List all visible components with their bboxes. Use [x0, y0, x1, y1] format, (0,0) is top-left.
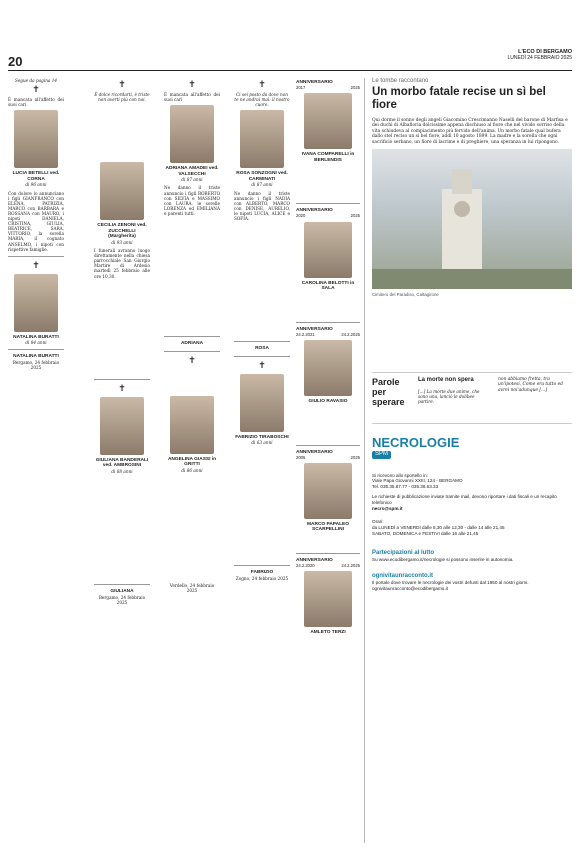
- year-from: 24.2.2020: [296, 563, 315, 568]
- deceased-age: di 87 anni: [181, 177, 203, 183]
- photo-caption: Cimitero del Paradiso, Caltagirone: [372, 292, 439, 298]
- portrait-photo: [304, 222, 352, 278]
- cross-icon: ✝: [32, 85, 40, 96]
- condolences-text: Su www.ecodibergamo.it/necrologie si possono inserire in autonomia.: [372, 556, 514, 562]
- hope-words-box: [372, 372, 572, 424]
- spm-logo: SPM: [372, 451, 391, 459]
- anniversary-column: [296, 78, 360, 636]
- year-from: 24.2.2021: [296, 331, 315, 337]
- divider: [164, 351, 220, 352]
- portrait-photo: [14, 274, 58, 332]
- notice-footer: Bergamo, 24 febbraio 2025: [12, 359, 60, 371]
- anniversary-heading: ANNIVERSARIO: [296, 208, 333, 214]
- anniversary-heading: ANNIVERSARIO: [296, 80, 333, 85]
- year-from: 2020: [296, 213, 306, 219]
- notice-footer: Verdello, 24 febbraio 2025: [169, 582, 215, 593]
- weekend-hours: SABATO, DOMENICA e FESTIVI dalle 16 alle 21,45: [372, 530, 479, 536]
- deceased-name: FABRIZIO TIRABOSCHI: [235, 434, 289, 440]
- notice-body: Con dolore lo annunciano i figli GIANFRANCO con ELENA, PATRIZIA, MARCO con BARBARA e ROSSANA con MAURO, i nipoti DANIELA, CRISTINA, GIULIA, BEATRICE, SARA, VITTORIO, la sorella MARIA, il cognato ANSELMO, i nipoti con rispettive famiglie.: [8, 190, 64, 252]
- office-intro: Si ricevono allo sportello in:: [372, 472, 428, 478]
- weekday-hours: da LUNEDÌ a VENERDÌ dalle 8,30 alle 12,30 - dalle 14 alle 21,45: [372, 525, 505, 531]
- portrait-photo: [304, 93, 352, 149]
- divider: [8, 256, 64, 257]
- cross-icon: ✝: [118, 80, 126, 90]
- box-title: Parole per sperare: [372, 377, 405, 407]
- notice-text: È mancata all'affetto dei suoi cari: [164, 92, 220, 103]
- deceased-age: di 88 anni: [111, 468, 133, 474]
- deceased-age: di 93 anni: [111, 239, 133, 245]
- cross-icon: ✝: [188, 355, 196, 366]
- obituary-column-1: [8, 78, 64, 370]
- divider: [94, 584, 150, 585]
- divider: [94, 379, 150, 380]
- cross-icon: ✝: [32, 260, 40, 271]
- portrait-photo: [14, 110, 58, 168]
- cross-icon: ✝: [188, 80, 196, 90]
- deceased-name: CAROLINA BELOTTI in SALA: [301, 280, 355, 292]
- anniversary-heading: ANNIVERSARIO: [296, 326, 333, 332]
- portal-email-link[interactable]: ognivitaunracconto@ecodibergamo.it: [372, 585, 448, 591]
- header-rule: [8, 70, 572, 71]
- divider: [296, 203, 360, 204]
- box-verse: non abbiamo fretta, tra un'ipotesi, Come era tutto ed avrei noi'adunque [...]: [498, 377, 563, 393]
- deceased-name: ADRIANA AMADEI ved. VALSECCHI: [165, 166, 219, 177]
- notice-body: Ne danno il triste annuncio i figli ROBERTO con SILVIA e MASSIMO con LAURA, le sorelle LORENZA ed EMILIANA e parenti tutti.: [164, 185, 220, 216]
- deceased-name: IVANA COMPARELLI in BERLENDIS: [301, 152, 355, 163]
- year-to: 2025: [350, 213, 360, 219]
- issue-date: LUNEDÌ 24 FEBBRAIO 2025: [507, 55, 572, 61]
- office-address: Viale Papa Giovanni XXIII, 124 - BERGAMO: [372, 478, 463, 484]
- office-phone: Tel. 035.35.87.77 - 035.38.63.33: [372, 484, 439, 490]
- necro-email-link[interactable]: necro@spm.it: [372, 505, 403, 511]
- divider: [296, 445, 360, 446]
- condolences-title: Partecipazioni al lutto: [372, 549, 435, 556]
- deceased-name: ROSA SONZOGNI ved. CARMINATI: [236, 171, 288, 182]
- feature-article: [372, 78, 572, 297]
- portrait-photo: [304, 571, 352, 627]
- portal-link[interactable]: ognivitaunracconto.it: [372, 573, 434, 580]
- page-number: 20: [8, 54, 23, 69]
- notice-text: È mancata all'affetto dei suoi cari: [8, 97, 64, 108]
- divider: [234, 356, 290, 357]
- cross-icon: ✝: [258, 80, 266, 90]
- notice-footer: Zogno, 24 febbraio 2025: [235, 576, 289, 581]
- deceased-name: ADRIANA: [180, 341, 204, 347]
- deceased-name: MARCO PAPALEO SCARPELLINI: [307, 521, 349, 533]
- obituary-column-4: [234, 78, 290, 581]
- deceased-name: FABRIZIO: [250, 570, 274, 576]
- deceased-name: NATALINA BURATTI: [13, 354, 59, 360]
- article-kicker: Le tombe raccontano: [372, 78, 429, 84]
- deceased-name: GIULIO RAVASIO: [308, 398, 348, 404]
- divider: [234, 341, 290, 342]
- hours-label: Orari:: [372, 519, 384, 525]
- obituary-column-2: [94, 78, 150, 605]
- cross-icon: ✝: [118, 383, 126, 394]
- year-from: 2005: [296, 454, 306, 460]
- portrait-photo: [170, 105, 214, 163]
- monument-illustration: [372, 149, 572, 289]
- divider: [234, 565, 290, 566]
- deceased-name: LUCIA BETELLI ved. CORNA: [12, 171, 60, 182]
- divider: [164, 336, 220, 337]
- necrology-info: [372, 435, 572, 592]
- year-from: 2017: [296, 85, 306, 91]
- notice-quote: Ci sei posto da dove non te ne andrai mai: il nostro cuore.: [234, 92, 290, 108]
- article-headline: Un morbo fatale recise un sì bel fiore: [372, 86, 546, 111]
- portrait-photo: [304, 463, 352, 519]
- portrait-photo: [100, 162, 144, 220]
- notice-body: Ne danno il triste annuncio i figli NADIA con ALBERTO, MARCO con DENISE, AURELIO, le nipoti LUCIA, ALICE e SOFIA.: [234, 190, 290, 222]
- year-to: 2025: [350, 454, 360, 460]
- deceased-age: di 63 anni: [251, 440, 273, 446]
- year-to: 24.2.2025: [341, 563, 360, 568]
- cemetery-photo: [372, 149, 572, 289]
- box-quote: [...] La morte due anime, che sono una, lanciò le dolibee partire.: [418, 389, 480, 404]
- portrait-photo: [240, 374, 284, 432]
- year-to: 24.2.2025: [341, 331, 360, 337]
- portrait-photo: [304, 340, 352, 396]
- deceased-name: ROSA: [255, 346, 269, 352]
- newspaper-name: L'ECO DI BERGAMO: [518, 49, 572, 55]
- notice-footer: Bergamo, 24 febbraio 2025: [98, 594, 146, 605]
- deceased-age: di 86 anni: [181, 467, 203, 473]
- deceased-name: AMLETO TERZI: [310, 630, 346, 636]
- notice-body: I funerali avranno luogo direttamente nella chiesa parrocchiale San Giorgio Martire di Ardesio martedì 25 febbraio alle ore 10,30.: [94, 248, 150, 279]
- portal-description: Il portale dove trovare le necrologie dei vostri defunti dal 1950 al nostri giorni.: [372, 580, 529, 586]
- article-body: Qui dorme il sonno degli angeli Giacomino Crescimanno Naselli del barone di Marfisa e dei duchi di Albafloria dolcissime appena dischiuso al fiore che nel vivido sorriso della vita schiudeva al compiacimento più fervido dell'anima. Un morbo fatale qual bufera dallo stel reciso un sì bel fiore, addì 10 agosto 1899. La madre e la sorella che ogni sacrificio serbano, un fiore di lacrime e di preghiere, una speranza in lui ripongono.: [372, 118, 568, 145]
- divider: [8, 349, 64, 350]
- email-instructions: Le richieste di pubblicazione inviate tramite mail, devono riportare i dati fiscali e un recapito telefonico: [372, 493, 557, 505]
- deceased-name: CECILIA ZENONI ved. ZUCCHELLI (Margherita): [97, 223, 147, 240]
- masthead: [508, 49, 572, 61]
- divider: [296, 553, 360, 554]
- anniversary-heading: ANNIVERSARIO: [296, 449, 333, 455]
- portrait-photo: [240, 110, 284, 168]
- deceased-name: ANGELINA GIASSI in GRITTI: [167, 456, 217, 468]
- continued-note: Segue da pagina 14: [14, 78, 58, 83]
- obituary-column-3: [164, 78, 220, 593]
- deceased-name: GIULIANA: [110, 588, 134, 594]
- portrait-photo: [100, 397, 144, 455]
- deceased-name: NATALINA BURATTI: [13, 334, 59, 340]
- necrology-title: NECROLOGIE: [372, 435, 460, 450]
- year-to: 2025: [350, 85, 360, 91]
- divider: [296, 322, 360, 323]
- page-header: [0, 0, 580, 70]
- deceased-name: GIULIANA BANDERALI ved. AMBROSINI: [95, 457, 149, 469]
- deceased-age: di 84 anni: [25, 340, 47, 346]
- deceased-age: di 87 anni: [251, 182, 273, 188]
- column-divider: [364, 78, 365, 843]
- cross-icon: ✝: [258, 360, 266, 371]
- box-subtitle: La morte non spera: [418, 377, 474, 383]
- notice-quote: È dolce ricordarti, è triste non averti più con noi.: [94, 92, 150, 103]
- deceased-age: di 96 anni: [25, 182, 47, 188]
- portrait-photo: [170, 396, 214, 454]
- anniversary-heading: ANNIVERSARIO: [296, 557, 333, 563]
